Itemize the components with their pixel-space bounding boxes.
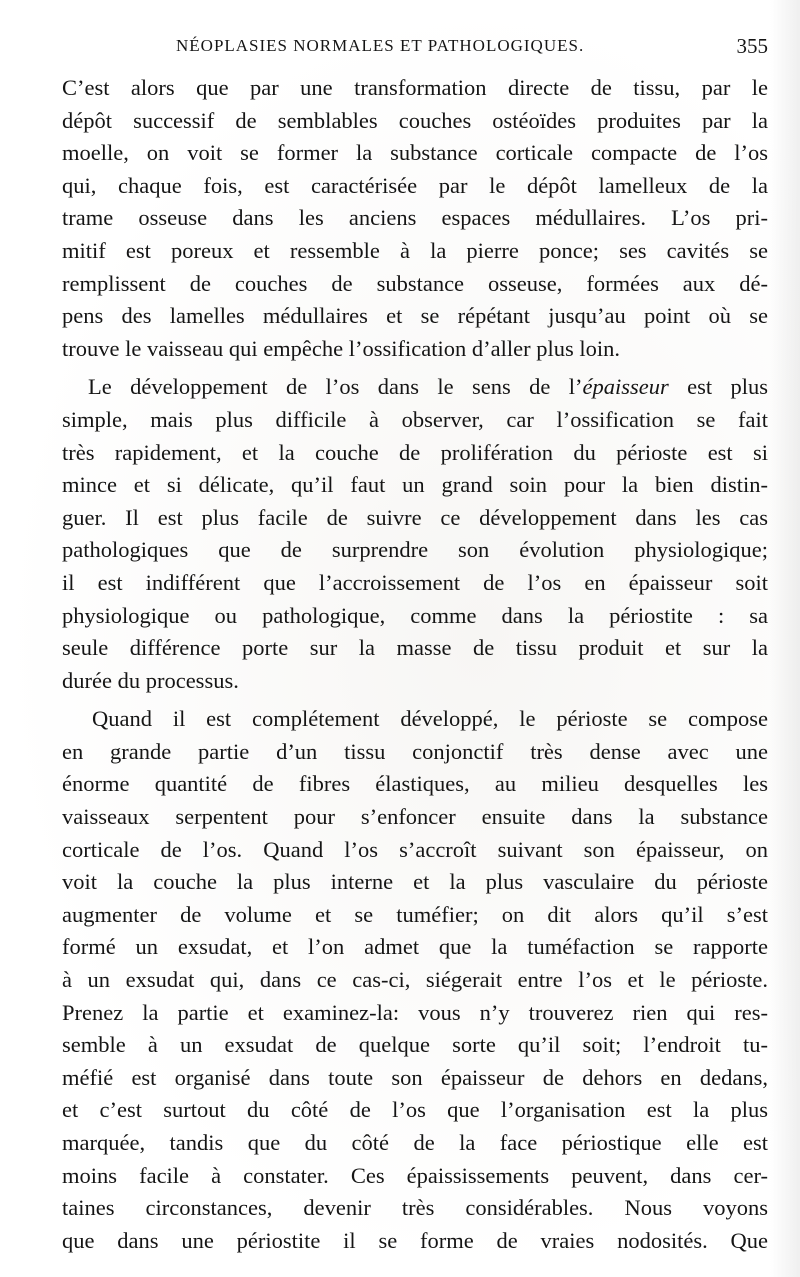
text-line: trouve le vaisseau qui empêche l’ossification d’aller plus loin.	[62, 335, 620, 361]
text-line: formé un exsudat, et l’on admet que la tuméfaction se rapporte	[62, 934, 768, 960]
running-title: NÉOPLASIES NORMALES ET PATHOLOGIQUES.	[176, 36, 585, 55]
body-text	[62, 72, 768, 1257]
page-edge-shadow	[770, 0, 800, 1277]
text-line: durée du processus.	[62, 667, 239, 693]
text-line: physiologique ou pathologique, comme dans la périostite : sa	[62, 602, 768, 628]
text-line-first	[62, 371, 768, 404]
text-run: est plus	[668, 374, 768, 400]
text-line: C’est alors que par une transformation directe de tissu, par le	[62, 75, 768, 100]
text-line: il est indifférent que l’accroissement de l’os en épaisseur soit	[62, 569, 768, 595]
text-line: vaisseaux serpentent pour s’enfoncer ensuite dans la substance	[62, 804, 768, 830]
paragraph-1	[62, 72, 768, 365]
text-run: Le développement de l’os dans le sens de l’	[88, 374, 583, 400]
text-line: taines circonstances, devenir très considérables. Nous voyons	[62, 1195, 768, 1221]
text-line: moelle, on voit se former la substance corticale compacte de l’os	[62, 140, 768, 166]
text-line: simple, mais plus difficile à observer, car l’ossification se fait	[62, 406, 768, 432]
text-line: Prenez la partie et examinez-la: vous n’y trouverez rien qui res-	[62, 999, 768, 1025]
text-line: augmenter de volume et se tuméfier; on dit alors qu’il s’est	[62, 901, 768, 927]
text-line: marquée, tandis que du côté de la face périostique elle est	[62, 1130, 768, 1155]
running-header	[62, 36, 772, 66]
text-line: guer. Il est plus facile de suivre ce développement dans les cas	[62, 504, 768, 530]
text-line: mince et si délicate, qu’il faut un grand soin pour la bien distin-	[62, 472, 768, 498]
text-line: à un exsudat qui, dans ce cas-ci, siégerait entre l’os et le périoste.	[62, 967, 768, 993]
text-line: Quand il est complétement développé, le périoste se compose	[92, 706, 768, 732]
paragraph-3	[62, 703, 768, 1257]
text-line: énorme quantité de fibres élastiques, au milieu desquelles les	[62, 771, 768, 797]
paragraph-2	[62, 371, 768, 697]
text-line: moins facile à constater. Ces épaississements peuvent, dans cer-	[62, 1162, 768, 1188]
text-line: remplissent de couches de substance osseuse, formées aux dé-	[62, 270, 768, 296]
text-line: trame osseuse dans les anciens espaces médullaires. L’os pri-	[62, 205, 768, 231]
text-line: seule différence porte sur la masse de tissu produit et sur la	[62, 635, 768, 661]
text-line: mitif est poreux et ressemble à la pierre ponce; ses cavités se	[62, 237, 768, 263]
text-line: dépôt successif de semblables couches ostéoïdes produites par la	[62, 107, 768, 133]
text-line: méfié est organisé dans toute son épaisseur de dehors en dedans,	[62, 1064, 768, 1090]
text-line: qui, chaque fois, est caractérisée par le dépôt lamelleux de la	[62, 172, 768, 198]
page-number: 355	[736, 34, 768, 58]
text-line: et c’est surtout du côté de l’os que l’organisation est la plus	[62, 1097, 768, 1123]
text-line: très rapidement, et la couche de prolifération du périoste est si	[62, 439, 768, 465]
text-line: en grande partie d’un tissu conjonctif très dense avec une	[62, 738, 768, 764]
text-line: corticale de l’os. Quand l’os s’accroît suivant son épaisseur, on	[62, 836, 768, 862]
text-line: voit la couche la plus interne et la plus vasculaire du périoste	[62, 869, 768, 895]
text-line: pens des lamelles médullaires et se répétant jusqu’au point où se	[62, 303, 768, 329]
text-line: semble à un exsudat de quelque sorte qu’il soit; l’endroit tu-	[62, 1032, 768, 1058]
text-line: pathologiques que de surprendre son évolution physiologique;	[62, 537, 768, 563]
text-line: que dans une périostite il se forme de vraies nodosités. Que	[62, 1227, 768, 1253]
emphasis-word: épaisseur	[582, 374, 669, 400]
